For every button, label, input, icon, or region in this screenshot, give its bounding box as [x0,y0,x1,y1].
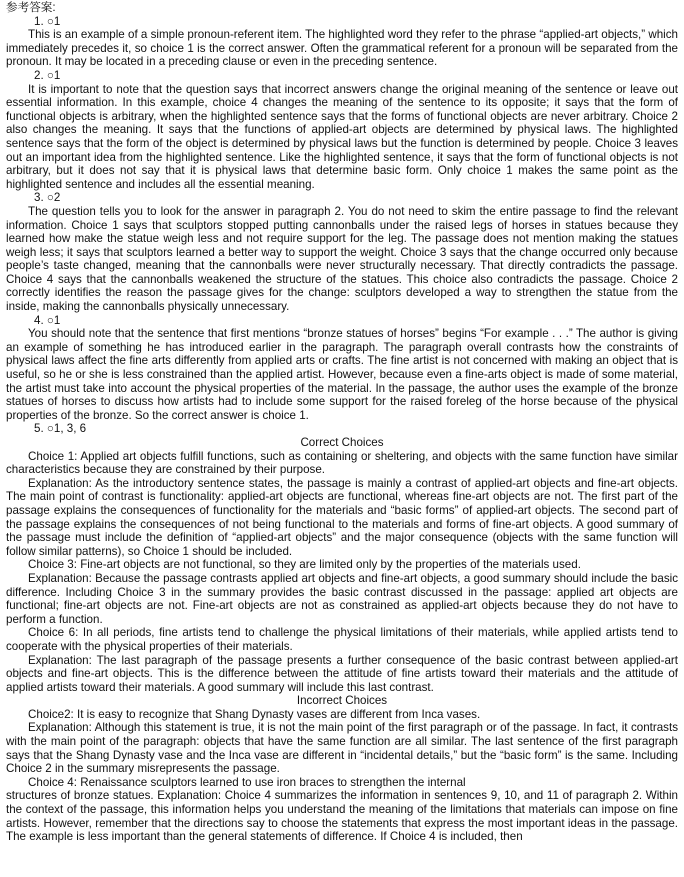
choice-3-explanation: Explanation: Because the passage contrasts applied art objects and fine-art objects, a good summary should include the basic difference. Including Choice 3 in the summary provides the basic contrast discussed in the passage: applied art objects are functional; fine-art objects are not. Fine-art objects are not as constrained as applied-art objects because they do not have to perform a function. [6,571,678,626]
choice-4-explanation: structures of bronze statues. Explanation: Choice 4 summarizes the information in sentences 9, 10, and 11 of paragraph 2. Within the context of the passage, this information helps you understand the meaning of the limitations that materials can impose on fine artists. However, remember that the directions say to choose the statements that express the most important ideas in the passage. The example is less important than the general statements of difference. If Choice 4 is included, then [6,789,678,844]
answer-heading: 参考答案: [6,1,56,14]
choice-1-explanation: Explanation: As the introductory sentence states, the passage is mainly a contrast of applied-art objects and fine-art objects. The main point of contrast is functionality: applied-art objects are functional, whereas fine-art objects are not. The first part of the passage explains the consequences of functionality for the materials and “basic forms” of applied-art objects. The second part of the passage explains the consequences of not being functional to the materials and forms of fine-art objects. A good summary of the passage must include the definition of “applied-art objects” and the major consequence (objects with the same function will follow similar patterns), so Choice 1 should be included. [6,476,678,558]
choice-1: Choice 1: Applied art objects fulfill functions, such as containing or sheltering, and objects with the same function have similar characteristics because they are constrained by their purpose. [6,449,678,477]
incorrect-choices-heading: Incorrect Choices [296,694,388,708]
choice-3: Choice 3: Fine-art objects are not functional, so they are limited only by the properties of the materials used. [28,558,581,572]
choice-6: Choice 6: In all periods, fine artists tend to challenge the physical limitations of their materials, while applied artists tend to cooperate with the physical properties of their materials. [6,626,678,653]
q1-explanation: This is an example of a simple pronoun-referent item. The highlighted word they refer to the phrase “applied-art objects,” which immediately precedes it, so choice 1 is the correct answer. Often the grammatical referent for a pronoun will be separated from the pronoun. It may be located in a preceding clause or even in the preceding sentence. [6,28,678,69]
choice-2: Choice2: It is easy to recognize that Shang Dynasty vases are different from Inca vases. [28,707,481,721]
q3-label: 3. ○2 [34,191,61,205]
choice-4: Choice 4: Renaissance sculptors learned to use iron braces to strengthen the internal [28,775,466,789]
choice-6-explanation: Explanation: The last paragraph of the passage presents a further consequence of the basic contrast between applied-art objects and fine-art objects. This is the difference between the attitude of fine artists toward their materials and the attitude of applied artists toward their materials. A good summary will include this last contrast. [6,653,678,694]
correct-choices-heading: Correct Choices [300,436,384,449]
q5-label: 5. ○1, 3, 6 [34,422,87,436]
q4-explanation: You should note that the sentence that first mentions “bronze statues of horses” begins “For example . . .” The author is giving an example of something he has introduced earlier in the paragraph. The paragraph overall contrasts how the constraints of physical laws affect the fine arts differently from applied arts or crafts. The fine artist is not concerned with making an object that is useful, so he or she is less constrained than the applied artist. However, because even a fine-arts object is made of some material, the artist must take into account the physical properties of the material. In the passage, the author uses the example of the bronze statues of horses to discuss how artists had to include some support for the raised foreleg of the horse because of the physical properties of the bronze. So the correct answer is choice 1. [6,327,678,422]
q3-explanation: The question tells you to look for the answer in paragraph 2. You do not need to skim the entire passage to find the relevant information. Choice 1 says that sculptors stopped putting cannonballs under the raised legs of horses in statues because they learned how make the statue weigh less and not require support for the leg. The passage does not mention making the statues weigh less; it says that sculptors learned a better way to support the weight. Choice 3 says that the change occurred only because people’s taste changed, meaning that the cannonballs were never structurally necessary. That directly contradicts the passage. Choice 4 says that the cannonballs weakened the structure of the statues. This choice also contradicts the passage. Choice 2 correctly identifies the reason the passage gives for the change: sculptors developed a way to strengthen the statue from the inside, making the cannonballs physically unnecessary. [6,204,678,314]
choice-2-explanation: Explanation: Although this statement is true, it is not the main point of the first paragraph or of the passage. In fact, it contrasts with the main point of the paragraph: objects that have the same function are all similar. The last sentence of the first paragraph says that the Shang Dynasty vase and the Inca vase are different in “incidental details,” but the “basic form” is the same. Including Choice 2 in the summary misrepresents the passage. [6,721,678,776]
q2-label: 2. ○1 [34,68,61,82]
q2-explanation: It is important to note that the question says that incorrect answers change the original meaning of the sentence or leave out essential information. In this example, choice 4 changes the meaning of the sentence to its opposite; it says that the form of functional objects is arbitrary, when the highlighted sentence says that the forms of functional objects are never arbitrary. Choice 2 also changes the meaning. It says that the functions of applied-art objects are determined by physical laws. The highlighted sentence says that the form of the object is determined by physical laws but the function is determined by people. Choice 3 leaves out an important idea from the highlighted sentence. Like the highlighted sentence, it says that the form of functional objects is not arbitrary, but it does not say that it is physical laws that determine basic form. Only choice 1 makes the same point as the highlighted sentence and includes all the essential meaning. [6,82,678,191]
q1-label: 1. ○1 [34,14,61,28]
q4-label: 4. ○1 [34,313,61,327]
